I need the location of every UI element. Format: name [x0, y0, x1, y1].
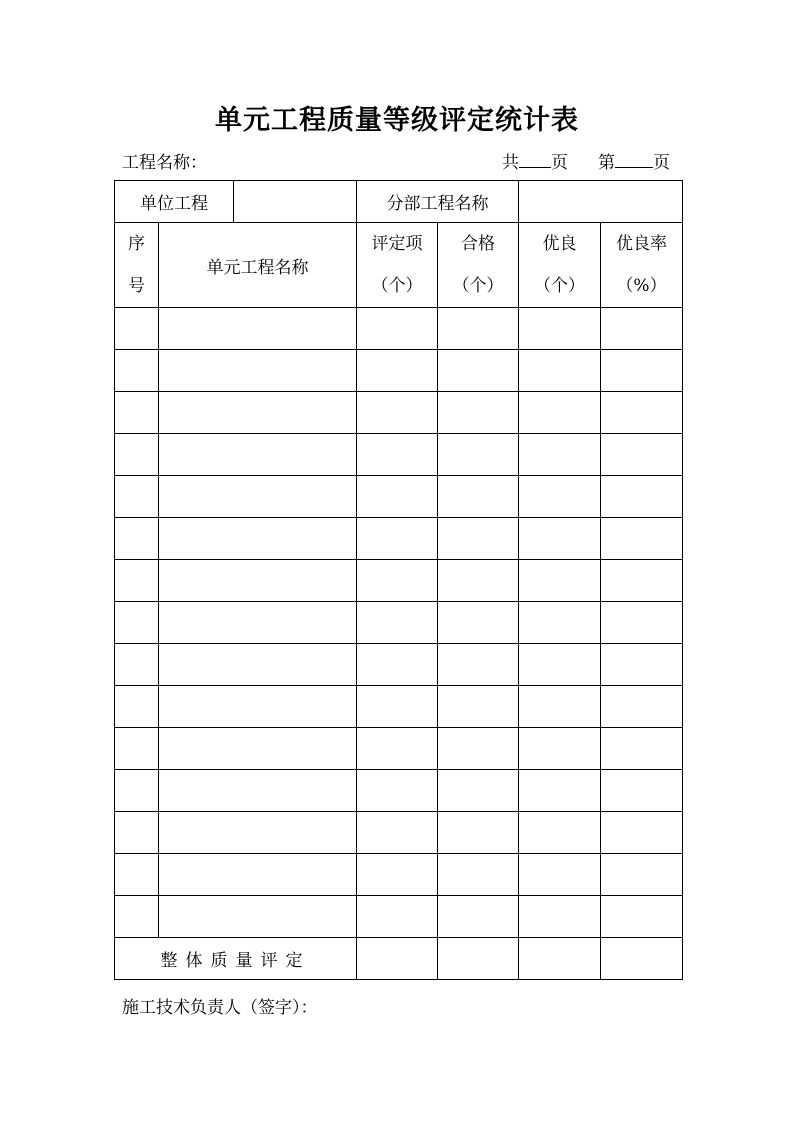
rate-cell[interactable] [601, 770, 683, 812]
seq-cell[interactable] [115, 896, 159, 938]
unit-name-cell[interactable] [159, 644, 357, 686]
eval-cell[interactable] [357, 560, 438, 602]
eval-cell[interactable] [357, 434, 438, 476]
rate-cell[interactable] [601, 434, 683, 476]
table-row [115, 728, 683, 770]
rate-cell[interactable] [601, 896, 683, 938]
rate-cell[interactable] [601, 644, 683, 686]
table-row [115, 770, 683, 812]
rate-cell[interactable] [601, 476, 683, 518]
unit-name-cell[interactable] [159, 392, 357, 434]
seq-cell[interactable] [115, 728, 159, 770]
eval-cell[interactable] [357, 896, 438, 938]
seq-cell[interactable] [115, 770, 159, 812]
good-cell[interactable] [519, 602, 601, 644]
pass-cell[interactable] [438, 644, 519, 686]
pass-cell[interactable] [438, 854, 519, 896]
unit-name-cell[interactable] [159, 686, 357, 728]
current-page-field[interactable] [615, 151, 653, 168]
eval-cell[interactable] [357, 854, 438, 896]
table-row [115, 518, 683, 560]
unit-name-cell[interactable] [159, 350, 357, 392]
unit-name-cell[interactable] [159, 770, 357, 812]
current-page-suffix: 页 [653, 153, 670, 173]
seq-cell[interactable] [115, 602, 159, 644]
eval-cell[interactable] [357, 476, 438, 518]
eval-cell[interactable] [357, 686, 438, 728]
seq-cell[interactable] [115, 518, 159, 560]
seq-cell[interactable] [115, 812, 159, 854]
rate-cell[interactable] [601, 728, 683, 770]
good-cell[interactable] [519, 770, 601, 812]
col-unit-name: 单元工程名称 [159, 223, 357, 308]
seq-cell[interactable] [115, 560, 159, 602]
unit-name-cell[interactable] [159, 602, 357, 644]
rate-cell[interactable] [601, 350, 683, 392]
overall-eval-cell[interactable] [357, 938, 438, 980]
rate-cell[interactable] [601, 308, 683, 350]
signature-label: 施工技术负责人（签字）： [122, 998, 318, 1018]
col-seq: 序 号 [115, 223, 159, 308]
seq-cell[interactable] [115, 392, 159, 434]
seq-cell[interactable] [115, 644, 159, 686]
col-eval-items: 评定项 （个） [357, 223, 438, 308]
pass-cell[interactable] [438, 350, 519, 392]
unit-project-row [115, 181, 683, 223]
pass-cell[interactable] [438, 308, 519, 350]
overall-good-cell[interactable] [519, 938, 601, 980]
rate-cell[interactable] [601, 686, 683, 728]
good-cell[interactable] [519, 392, 601, 434]
seq-cell[interactable] [115, 476, 159, 518]
eval-cell[interactable] [357, 518, 438, 560]
good-cell[interactable] [519, 644, 601, 686]
good-cell[interactable] [519, 308, 601, 350]
page-counter [502, 148, 670, 173]
overall-row [115, 938, 683, 980]
eval-cell[interactable] [357, 392, 438, 434]
rate-cell[interactable] [601, 560, 683, 602]
pass-cell[interactable] [438, 686, 519, 728]
table-row [115, 350, 683, 392]
eval-cell[interactable] [357, 644, 438, 686]
unit-name-cell[interactable] [159, 476, 357, 518]
unit-name-cell[interactable] [159, 560, 357, 602]
pass-cell[interactable] [438, 392, 519, 434]
unit-project-value[interactable] [234, 181, 357, 223]
good-cell[interactable] [519, 350, 601, 392]
eval-cell[interactable] [357, 308, 438, 350]
pass-cell[interactable] [438, 770, 519, 812]
column-header-row [115, 223, 683, 308]
rate-cell[interactable] [601, 518, 683, 560]
good-cell[interactable] [519, 476, 601, 518]
unit-name-cell[interactable] [159, 518, 357, 560]
sub-project-value[interactable] [519, 181, 683, 223]
table-row [115, 434, 683, 476]
rate-cell[interactable] [601, 602, 683, 644]
current-page-prefix: 第 [598, 153, 615, 173]
eval-cell[interactable] [357, 770, 438, 812]
sub-project-label: 分部工程名称 [357, 181, 519, 223]
overall-pass-cell[interactable] [438, 938, 519, 980]
page-title: 单元工程质量等级评定统计表 [215, 105, 579, 136]
total-pages-prefix: 共 [502, 153, 519, 173]
eval-cell[interactable] [357, 812, 438, 854]
eval-cell[interactable] [357, 350, 438, 392]
unit-name-cell[interactable] [159, 896, 357, 938]
good-cell[interactable] [519, 896, 601, 938]
total-pages-field[interactable] [519, 151, 551, 168]
col-pass: 合格 （个） [438, 223, 519, 308]
unit-name-cell[interactable] [159, 308, 357, 350]
rate-cell[interactable] [601, 392, 683, 434]
table-row [115, 308, 683, 350]
good-cell[interactable] [519, 812, 601, 854]
rate-cell[interactable] [601, 854, 683, 896]
document-meta [122, 148, 670, 172]
col-good-rate: 优良率 （%） [601, 223, 683, 308]
pass-cell[interactable] [438, 434, 519, 476]
unit-name-cell[interactable] [159, 728, 357, 770]
unit-name-cell[interactable] [159, 812, 357, 854]
eval-cell[interactable] [357, 728, 438, 770]
col-good: 优良 （个） [519, 223, 601, 308]
table-row [115, 392, 683, 434]
table-row [115, 812, 683, 854]
pass-cell[interactable] [438, 728, 519, 770]
good-cell[interactable] [519, 518, 601, 560]
seq-cell[interactable] [115, 308, 159, 350]
pass-cell[interactable] [438, 602, 519, 644]
eval-cell[interactable] [357, 602, 438, 644]
good-cell[interactable] [519, 728, 601, 770]
good-cell[interactable] [519, 854, 601, 896]
seq-cell[interactable] [115, 686, 159, 728]
total-pages-suffix: 页 [551, 153, 568, 173]
overall-rate-cell[interactable] [601, 938, 683, 980]
table-row [115, 686, 683, 728]
seq-cell[interactable] [115, 434, 159, 476]
unit-name-cell[interactable] [159, 854, 357, 896]
seq-cell[interactable] [115, 854, 159, 896]
table-row [115, 896, 683, 938]
pass-cell[interactable] [438, 476, 519, 518]
project-name-label: 工程名称： [122, 153, 207, 173]
overall-label: 整体质量评定 [115, 938, 357, 980]
table-row [115, 560, 683, 602]
table-body [115, 308, 683, 938]
pass-cell[interactable] [438, 896, 519, 938]
table-row [115, 644, 683, 686]
table-row [115, 476, 683, 518]
good-cell[interactable] [519, 686, 601, 728]
good-cell[interactable] [519, 434, 601, 476]
unit-name-cell[interactable] [159, 434, 357, 476]
seq-cell[interactable] [115, 350, 159, 392]
rate-cell[interactable] [601, 812, 683, 854]
pass-cell[interactable] [438, 560, 519, 602]
good-cell[interactable] [519, 560, 601, 602]
table-row [115, 602, 683, 644]
pass-cell[interactable] [438, 812, 519, 854]
statistics-table [114, 180, 683, 980]
table-row [115, 854, 683, 896]
pass-cell[interactable] [438, 518, 519, 560]
unit-project-label: 单位工程 [115, 181, 234, 223]
